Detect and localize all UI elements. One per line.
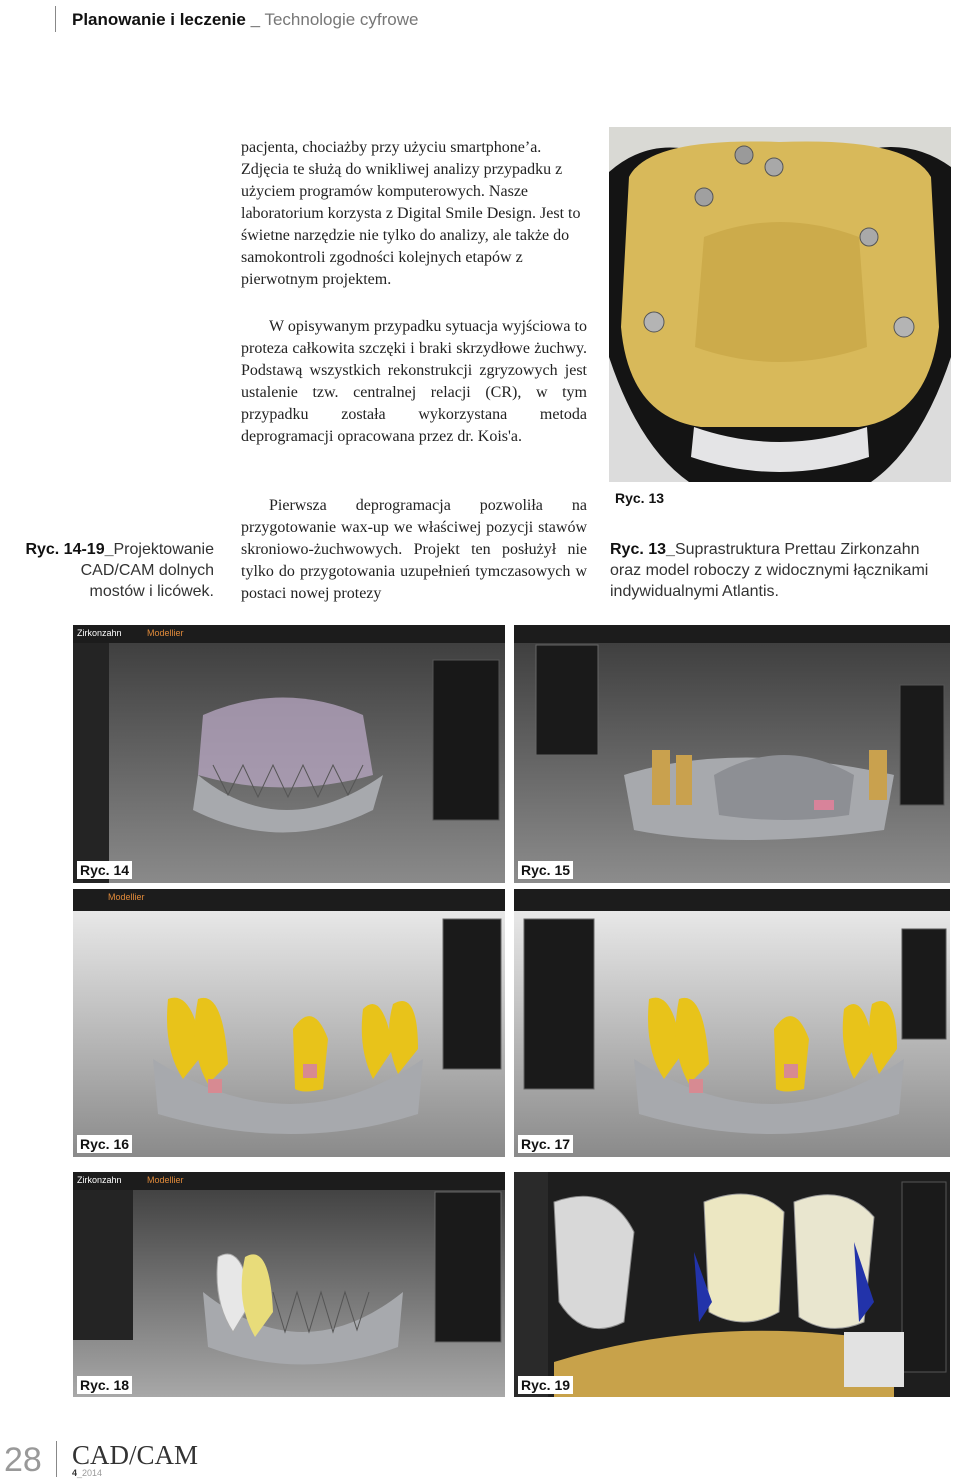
paragraph-3: Pierwsza deprogramacja pozwoliła na przygotowanie wax-up we właściwej pozycji stawów skroniowo-żuchwowych. Projekt ten posłużył nie tylko do przygotowania uzupełnień tymczasowych w postaci nowej protezy [241, 497, 587, 602]
software-module: Modellier [147, 628, 184, 638]
software-logo: Zirkonzahn [77, 1175, 122, 1185]
paragraph-1: pacjenta, chociażby przy użyciu smartphone’a. Zdjęcia te służą do wnikliwej analizy przypadku z użyciem programów komputerowych. Nasze laboratorium korzysta z Digital Smile Design. Jest to świetne narzędzie nie tylko do analizy, ale także do samokontroli zgodności kolejnych etapów z pierwotnym projektem. [241, 139, 581, 288]
screenshot-ryc-15 [514, 625, 950, 883]
caption-ryc-13 [610, 539, 940, 602]
caption-text: Projektowanie CAD/CAM dolnych mostów i licówek. [80, 541, 214, 600]
caption-text: Suprastruktura Prettau Zirkonzahn oraz model roboczy z widocznymi łącznikami indywidualnymi Atlantis. [610, 541, 929, 600]
caption-ryc-14-19 [22, 539, 214, 602]
photo-ryc-13 [609, 127, 951, 482]
caption-label: Ryc. 14-19_ [25, 541, 114, 558]
figure-label-ryc-18: Ryc. 18 [77, 1376, 132, 1394]
figure-label-ryc-14: Ryc. 14 [77, 861, 132, 879]
footer-divider [56, 1441, 57, 1477]
issue-year: _2014 [77, 1468, 103, 1478]
screenshot-ryc-18 [73, 1172, 505, 1397]
magazine-title: CAD/CAM [72, 1440, 199, 1470]
figure-label-ryc-13: Ryc. 13 [615, 490, 665, 506]
caption-label: Ryc. 13_ [610, 541, 675, 558]
screenshot-ryc-14 [73, 625, 505, 883]
screenshot-ryc-16 [73, 889, 505, 1157]
figure-label-ryc-16: Ryc. 16 [77, 1135, 132, 1153]
figure-label-ryc-19: Ryc. 19 [518, 1376, 573, 1394]
header-divider [55, 6, 56, 32]
software-module: Modellier [108, 892, 145, 902]
screenshot-ryc-17 [514, 889, 950, 1157]
header-section: Planowanie i leczenie _ [72, 10, 261, 29]
software-logo: Zirkonzahn [77, 628, 122, 638]
page-number: 28 [4, 1441, 42, 1479]
software-module: Modellier [147, 1175, 184, 1185]
paragraph-2: W opisywanym przypadku sytuacja wyjściowa to proteza całkowita szczęki i braki skrzydłowe żuchwy. Podstawą wszystkich rekonstrukcji zgryzowych jest ustalenie tzw. centralnej relacji (CR), w tym przypadku została wykorzystana metoda deprogramacji opracowana przez dr. Kois'a. [241, 318, 587, 445]
running-header [72, 10, 418, 30]
issue-no: 4 [72, 1468, 78, 1478]
figure-label-ryc-17: Ryc. 17 [518, 1135, 573, 1153]
figure-label-ryc-15: Ryc. 15 [518, 861, 573, 879]
screenshot-ryc-19 [514, 1172, 950, 1397]
issue-number [72, 1468, 102, 1478]
header-topic: Technologie cyfrowe [264, 10, 419, 29]
